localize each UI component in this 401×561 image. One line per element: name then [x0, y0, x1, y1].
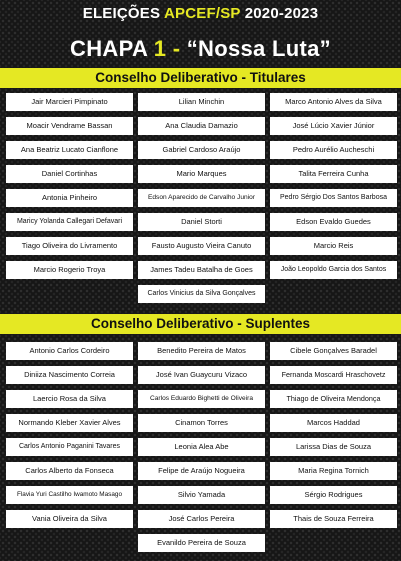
slate-dash: - — [166, 36, 181, 61]
suplente-name: Laercio Rosa da Silva — [6, 390, 133, 408]
suplente-name: José Carlos Pereira — [138, 510, 265, 528]
suplente-name: Larissa Dias de Souza — [270, 438, 397, 456]
titular-name: Carlos Vinicius da Silva Gonçalves — [138, 285, 265, 303]
suplente-name: Carlos Alberto da Fonseca — [6, 462, 133, 480]
titular-name: Pedro Sérgio Dos Santos Barbosa — [270, 189, 397, 207]
election-title — [0, 5, 401, 25]
slate-title — [0, 36, 401, 64]
suplente-name: Benedito Pereira de Matos — [138, 342, 265, 360]
suplente-name: Diniiza Nascimento Correia — [6, 366, 133, 384]
titular-name: Daniel Storti — [138, 213, 265, 231]
election-prefix: ELEIÇÕES — [82, 5, 164, 22]
titulares-banner: Conselho Deliberativo - Titulares — [0, 68, 401, 88]
titular-name: Ana Beatriz Lucato Cianflone — [6, 141, 133, 159]
suplente-name: Carlos Antonio Paganini Tavares — [6, 438, 133, 456]
slate-word: CHAPA — [70, 36, 154, 61]
titular-name: Antonia Pinheiro — [6, 189, 133, 207]
suplente-name: Vania Oliveira da Silva — [6, 510, 133, 528]
suplente-name: Maria Regina Tornich — [270, 462, 397, 480]
suplente-name: Flavia Yuri Castilho Iwamoto Masago — [6, 486, 133, 504]
titular-name: Edson Aparecido de Carvalho Junior — [138, 189, 265, 207]
suplente-name: Antonio Carlos Cordeiro — [6, 342, 133, 360]
titular-name: Maricy Yolanda Callegari Defavari — [6, 213, 133, 231]
slate-number: 1 — [153, 36, 167, 61]
titular-name: Fausto Augusto Vieira Canuto — [138, 237, 265, 255]
titular-name: Daniel Cortinhas — [6, 165, 133, 183]
titular-name: Tiago Oliveira do Livramento — [6, 237, 133, 255]
suplente-name: Fernanda Moscardi Hraschovetz — [270, 366, 397, 384]
suplente-name: Silvio Yamada — [138, 486, 265, 504]
election-org: APCEF/SP — [164, 5, 241, 22]
titular-name: Lilian Minchin — [138, 93, 265, 111]
suplente-name: Sérgio Rodrigues — [270, 486, 397, 504]
titular-name: Moacir Vendrame Bassan — [6, 117, 133, 135]
suplente-name: Felipe de Araújo Nogueira — [138, 462, 265, 480]
suplente-name: Cibele Gonçalves Baradel — [270, 342, 397, 360]
election-years: 2020-2023 — [240, 5, 319, 22]
slate-name: “Nossa Luta” — [180, 36, 331, 61]
suplente-name: Cinamon Torres — [138, 414, 265, 432]
titular-name: Marcio Reis — [270, 237, 397, 255]
titular-name: Edson Evaldo Guedes — [270, 213, 397, 231]
suplentes-banner: Conselho Deliberativo - Suplentes — [0, 314, 401, 334]
titular-name: Talita Ferreira Cunha — [270, 165, 397, 183]
titular-name: James Tadeu Batalha de Goes — [138, 261, 265, 279]
suplente-name: Leonia Alea Abe — [138, 438, 265, 456]
titular-name: Ana Claudia Damazio — [138, 117, 265, 135]
suplente-name: Normando Kleber Xavier Alves — [6, 414, 133, 432]
titular-name: Jair Marcieri Pimpinato — [6, 93, 133, 111]
suplente-name: Carlos Eduardo Bighetti de Oliveira — [138, 390, 265, 408]
suplente-name: Evanildo Pereira de Souza — [138, 534, 265, 552]
titular-name: Gabriel Cardoso Araújo — [138, 141, 265, 159]
titular-name: Marco Antonio Alves da Silva — [270, 93, 397, 111]
titular-name: José Lúcio Xavier Júnior — [270, 117, 397, 135]
titular-name: João Leopoldo Garcia dos Santos — [270, 261, 397, 279]
suplente-name: José Ivan Guaycuru Vizaco — [138, 366, 265, 384]
titular-name: Marcio Rogerio Troya — [6, 261, 133, 279]
suplente-name: Thais de Souza Ferreira — [270, 510, 397, 528]
titular-name: Mario Marques — [138, 165, 265, 183]
suplente-name: Thiago de Oliveira Mendonça — [270, 390, 397, 408]
titular-name: Pedro Aurélio Aucheschi — [270, 141, 397, 159]
suplente-name: Marcos Haddad — [270, 414, 397, 432]
